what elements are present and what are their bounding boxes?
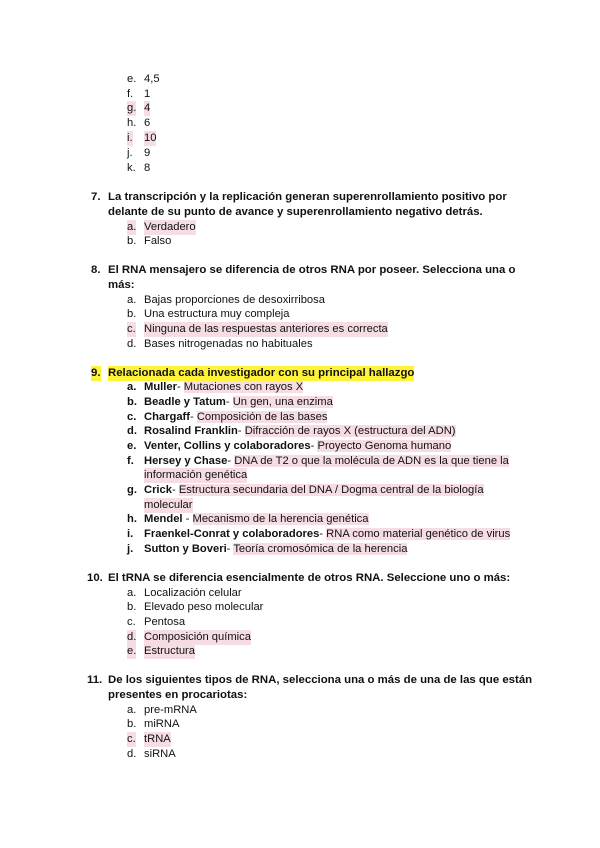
document-page: e. 4,5 f. 1 g. 4 h. 6 i. 10 j. 9 k. 8 7. La transcripción y la replicación generan superenrollamiento positivo por delante de su punto de avance y superenrollamiento negativo detrás. a. Verdadero b. Falso 8. El RNA mensajero se diferencia de otros RNA por poseer. Selecciona una o más: a. Bajas proporciones de desoxirribosa b. Una estructura muy compleja c. Ninguna de las respuestas anteriores es correcta d. Bases nitrogenadas no habituales 9. Relacionada cada investigador con su principal hallazgo a. Muller- Mutaciones con rayos X b. Beadle y Tatum- Un gen, una enzima c. Chargaff- Composición de las bases d. Rosalind Franklin- Difracción de rayos X (estructura del ADN) e. Venter, Collins y colaboradores- Proyecto Genoma humano f. Hersey y Chase- DNA de T2 o que la molécula de ADN es la que tiene la información genética g. Crick- Estructura secundaria del DNA / Dogma central de la biología molecular h. Mendel - Mecanismo de la herencia genética i. Fraenkel-Conrat y colaboradores- RNA como material genético de virus j. Sutton y Boveri- Teoría cromosómica de la herencia 10. El tRNA se diferencia esencialmente de otros RNA. Seleccione uno o más: a. Localización celular b. Elevado peso molecular c. Pentosa d. Composición química e. Estructura 11. De los siguientes tipos de RNA, selecciona una o más de una de las que están presentes en procariotas: a. pre-mRNA b. miRNA c. tRNA d. siRNA xyxy=(87,73,533,760)
question-7-line-2: delante de su punto de avance y superenrollamiento negativo detrás. xyxy=(108,206,483,218)
question-11-line-2: presentes en procariotas: xyxy=(108,689,248,701)
question-8-line-2: más: xyxy=(108,279,135,291)
